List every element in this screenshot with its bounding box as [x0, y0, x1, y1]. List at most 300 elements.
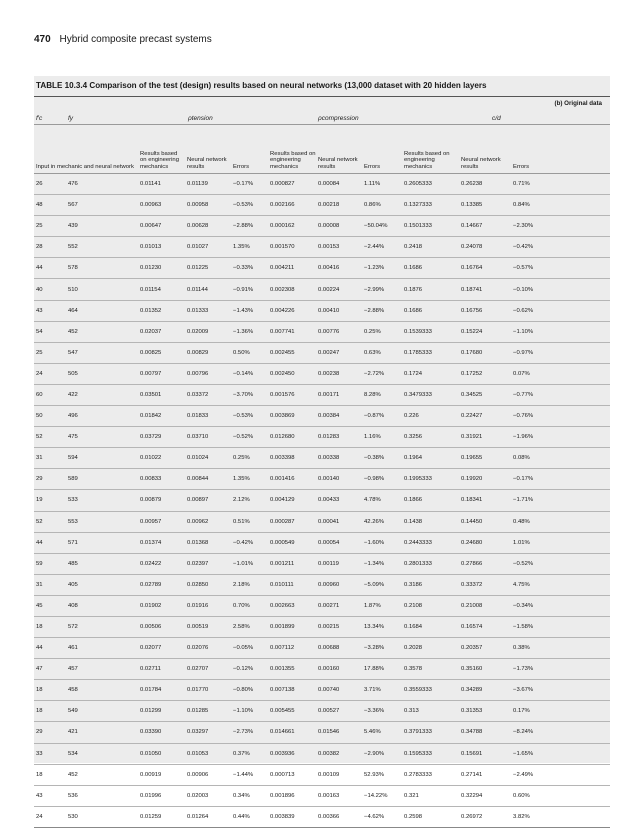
table-cell: 0.005455: [268, 701, 316, 722]
table-cell: −0.53%: [231, 406, 268, 427]
table-cell: −1.58%: [511, 616, 610, 637]
table-cell: −2.99%: [362, 279, 402, 300]
table-cell: 0.00153: [316, 237, 362, 258]
table-cell: 0.00238: [316, 363, 362, 384]
table-cell: 0.00054: [316, 532, 362, 553]
table-cell: 0.17680: [459, 342, 511, 363]
table-cell: 0.01027: [185, 237, 231, 258]
table-cell: 0.02422: [138, 553, 185, 574]
table-cell: −1.34%: [362, 553, 402, 574]
table-cell: −14.22%: [362, 785, 402, 806]
table-cell: 530: [66, 806, 138, 827]
table-cell: 18: [34, 701, 66, 722]
table-cell: 0.01996: [138, 785, 185, 806]
table-cell: −0.14%: [231, 363, 268, 384]
table-cell: 0.3559333: [402, 680, 459, 701]
table-cell: 29: [34, 469, 66, 490]
table-row: [34, 659, 610, 680]
table-cell: 0.00957: [138, 511, 185, 532]
table-cell: 42.26%: [362, 511, 402, 532]
table-cell: 26: [34, 174, 66, 195]
table-cell: 0.01230: [138, 258, 185, 279]
table-cell: 0.00366: [316, 806, 362, 827]
table-cell: 422: [66, 384, 138, 405]
header-results: Results based on engineering mechanics: [402, 125, 459, 174]
table-cell: 18: [34, 764, 66, 785]
table-cell: 0.14450: [459, 511, 511, 532]
table-cell: 13.34%: [362, 616, 402, 637]
header-neural: Neural network results: [316, 125, 362, 174]
table-row: [34, 722, 610, 743]
table-row: [34, 511, 610, 532]
table-cell: 0.19920: [459, 469, 511, 490]
table-row: [34, 195, 610, 216]
table-row: [34, 701, 610, 722]
table-cell: 0.01299: [138, 701, 185, 722]
table-cell: 2.18%: [231, 574, 268, 595]
table-cell: 0.00796: [185, 363, 231, 384]
table-cell: −0.53%: [231, 195, 268, 216]
table-cell: 43: [34, 785, 66, 806]
table-cell: 8.28%: [362, 384, 402, 405]
table-cell: 0.00382: [316, 743, 362, 764]
table-cell: 3.82%: [511, 806, 610, 827]
table-cell: 31: [34, 574, 66, 595]
table-cell: 536: [66, 785, 138, 806]
running-title: Hybrid composite precast systems: [59, 34, 212, 45]
table-cell: 0.000827: [268, 174, 316, 195]
table-cell: 0.01916: [185, 595, 231, 616]
table-cell: 44: [34, 258, 66, 279]
table-cell: 0.25%: [362, 321, 402, 342]
table-cell: 44: [34, 638, 66, 659]
table-cell: −1.01%: [231, 553, 268, 574]
table-cell: 0.00688: [316, 638, 362, 659]
table-cell: 0.000713: [268, 764, 316, 785]
table-cell: −0.57%: [511, 258, 610, 279]
table-cell: 0.00844: [185, 469, 231, 490]
table-cell: 0.00962: [185, 511, 231, 532]
table-cell: 0.27141: [459, 764, 511, 785]
table-cell: 485: [66, 553, 138, 574]
table-cell: −2.44%: [362, 237, 402, 258]
table-cell: 0.17252: [459, 363, 511, 384]
table-cell: −1.73%: [511, 659, 610, 680]
table-cell: 0.02077: [138, 638, 185, 659]
table-cell: 549: [66, 701, 138, 722]
table-cell: 0.19655: [459, 448, 511, 469]
table-cell: −0.80%: [231, 680, 268, 701]
table-cell: 0.00825: [138, 342, 185, 363]
table-cell: 0.007112: [268, 638, 316, 659]
table-cell: 0.00628: [185, 216, 231, 237]
table-row: [34, 448, 610, 469]
table-cell: 0.1438: [402, 511, 459, 532]
table-cell: 0.00384: [316, 406, 362, 427]
table-cell: −0.17%: [231, 174, 268, 195]
table-cell: −0.34%: [511, 595, 610, 616]
table-cell: 0.26238: [459, 174, 511, 195]
table-row: [34, 638, 610, 659]
table-cell: 31: [34, 448, 66, 469]
header-neural: Neural network results: [185, 125, 231, 174]
table-cell: 52.93%: [362, 764, 402, 785]
table-row: [34, 595, 610, 616]
table-cell: 0.1595333: [402, 743, 459, 764]
table-cell: 0.63%: [362, 342, 402, 363]
table-cell: 0.003869: [268, 406, 316, 427]
table-cell: −2.90%: [362, 743, 402, 764]
table-cell: 0.00776: [316, 321, 362, 342]
table-cell: 17.88%: [362, 659, 402, 680]
table-cell: 0.2801333: [402, 553, 459, 574]
table-cell: 0.00041: [316, 511, 362, 532]
table-cell: 0.00963: [138, 195, 185, 216]
table-row: [34, 764, 610, 785]
table-cell: 0.16756: [459, 300, 511, 321]
table-cell: 0.01225: [185, 258, 231, 279]
table-cell: 0.50%: [231, 342, 268, 363]
table-cell: 0.07%: [511, 363, 610, 384]
table-cell: 0.01833: [185, 406, 231, 427]
table-cell: 505: [66, 363, 138, 384]
table-cell: 0.26972: [459, 806, 511, 827]
table-row: [34, 279, 610, 300]
table-cell: 0.2598: [402, 806, 459, 827]
table-cell: 408: [66, 595, 138, 616]
table-cell: 534: [66, 743, 138, 764]
header-results: Results based on engineering mechanics: [138, 125, 185, 174]
table-cell: 0.16574: [459, 616, 511, 637]
table-cell: 0.02789: [138, 574, 185, 595]
table-cell: 1.11%: [362, 174, 402, 195]
table-row: [34, 490, 610, 511]
table-cell: 47: [34, 659, 66, 680]
table-cell: 0.01352: [138, 300, 185, 321]
table-cell: 572: [66, 616, 138, 637]
table-row: [34, 553, 610, 574]
table-cell: 0.1501333: [402, 216, 459, 237]
table-cell: −0.42%: [511, 237, 610, 258]
group-fy: fy: [66, 113, 138, 125]
table-cell: −0.42%: [231, 532, 268, 553]
table-cell: 0.01784: [138, 680, 185, 701]
page-number: 470: [34, 34, 51, 45]
table-row: [34, 237, 610, 258]
table-cell: −1.36%: [231, 321, 268, 342]
table-cell: 458: [66, 680, 138, 701]
table-cell: −0.38%: [362, 448, 402, 469]
table-cell: −0.98%: [362, 469, 402, 490]
table-cell: −0.87%: [362, 406, 402, 427]
table-cell: 0.44%: [231, 806, 268, 827]
table-cell: 0.3186: [402, 574, 459, 595]
table-cell: 0.00919: [138, 764, 185, 785]
table-cell: 28: [34, 237, 66, 258]
table-cell: −2.30%: [511, 216, 610, 237]
group-pcompression: ρcompression: [268, 113, 402, 125]
table-cell: 33: [34, 743, 66, 764]
table-cell: 0.00271: [316, 595, 362, 616]
table-cell: 0.03710: [185, 427, 231, 448]
table-cell: 464: [66, 300, 138, 321]
table-cell: 571: [66, 532, 138, 553]
table-cell: 0.17%: [511, 701, 610, 722]
table-cell: 476: [66, 174, 138, 195]
table-row: [34, 174, 610, 195]
table-cell: 0.002166: [268, 195, 316, 216]
table-cell: 452: [66, 321, 138, 342]
table-row: [34, 258, 610, 279]
table-cell: −1.23%: [362, 258, 402, 279]
table-cell: 553: [66, 511, 138, 532]
table-cell: 0.2605333: [402, 174, 459, 195]
table-cell: 0.01842: [138, 406, 185, 427]
table-cell: 0.00224: [316, 279, 362, 300]
table-cell: 0.1539333: [402, 321, 459, 342]
table-cell: 0.35160: [459, 659, 511, 680]
table-cell: −0.62%: [511, 300, 610, 321]
table-cell: 0.00527: [316, 701, 362, 722]
table-cell: 0.34525: [459, 384, 511, 405]
table-cell: −1.10%: [231, 701, 268, 722]
table-cell: 0.3256: [402, 427, 459, 448]
table-cell: 0.001570: [268, 237, 316, 258]
table-row: [34, 384, 610, 405]
table-cell: 0.37%: [231, 743, 268, 764]
table-cell: −1.71%: [511, 490, 610, 511]
table-cell: 25: [34, 216, 66, 237]
table-cell: 0.1995333: [402, 469, 459, 490]
table-cell: −2.72%: [362, 363, 402, 384]
table-cell: 510: [66, 279, 138, 300]
table-cell: 0.1686: [402, 300, 459, 321]
header-errors: Errors: [362, 125, 402, 174]
table-cell: 0.01139: [185, 174, 231, 195]
table-cell: 0.01053: [185, 743, 231, 764]
table-cell: −0.97%: [511, 342, 610, 363]
table-cell: 0.02397: [185, 553, 231, 574]
table-cell: 0.20357: [459, 638, 511, 659]
table-cell: 1.87%: [362, 595, 402, 616]
table-cell: 0.02850: [185, 574, 231, 595]
table-cell: −50.04%: [362, 216, 402, 237]
table-cell: −1.44%: [231, 764, 268, 785]
table-cell: 0.00906: [185, 764, 231, 785]
table-cell: 552: [66, 237, 138, 258]
table-cell: 2.58%: [231, 616, 268, 637]
table-cell: 0.001416: [268, 469, 316, 490]
table-cell: 0.02037: [138, 321, 185, 342]
table-cell: 18: [34, 680, 66, 701]
table-cell: 0.00171: [316, 384, 362, 405]
table-cell: 0.002308: [268, 279, 316, 300]
table-cell: 40: [34, 279, 66, 300]
table-cell: 0.86%: [362, 195, 402, 216]
table-cell: 589: [66, 469, 138, 490]
table-cell: 0.25%: [231, 448, 268, 469]
table-cell: −0.52%: [511, 553, 610, 574]
table-cell: 0.00247: [316, 342, 362, 363]
table-cell: 0.00897: [185, 490, 231, 511]
table-cell: 0.34%: [231, 785, 268, 806]
table-cell: 0.1964: [402, 448, 459, 469]
table-cell: 0.00506: [138, 616, 185, 637]
table-cell: −2.73%: [231, 722, 268, 743]
table-cell: 0.84%: [511, 195, 610, 216]
table-cell: −2.88%: [362, 300, 402, 321]
table-cell: 24: [34, 806, 66, 827]
table-cell: 0.007741: [268, 321, 316, 342]
table-cell: 0.27866: [459, 553, 511, 574]
table-cell: 0.001355: [268, 659, 316, 680]
table-cell: −0.52%: [231, 427, 268, 448]
table-cell: −1.96%: [511, 427, 610, 448]
table-cell: −1.10%: [511, 321, 610, 342]
table-cell: 0.003839: [268, 806, 316, 827]
group-header-row: [34, 113, 610, 125]
table-cell: 43: [34, 300, 66, 321]
table-cell: 0.00797: [138, 363, 185, 384]
header-input: Input in mechanic and neural network: [34, 125, 138, 174]
table-cell: 0.1724: [402, 363, 459, 384]
table-cell: 54: [34, 321, 66, 342]
table-cell: 0.2443333: [402, 532, 459, 553]
table-cell: 0.71%: [511, 174, 610, 195]
table-row: [34, 616, 610, 637]
table-cell: 0.010111: [268, 574, 316, 595]
table-cell: 0.321: [402, 785, 459, 806]
caption-divider: [34, 96, 610, 97]
table-cell: 0.22427: [459, 406, 511, 427]
header-results: Results based on engineering mechanics: [268, 125, 316, 174]
table-cell: 0.01259: [138, 806, 185, 827]
table-cell: 0.00960: [316, 574, 362, 595]
table-cell: −2.49%: [511, 764, 610, 785]
table-cell: −0.05%: [231, 638, 268, 659]
table-cell: 0.70%: [231, 595, 268, 616]
table-cell: 0.03297: [185, 722, 231, 743]
table-cell: 4.78%: [362, 490, 402, 511]
table-cell: 0.003936: [268, 743, 316, 764]
table-cell: 0.03729: [138, 427, 185, 448]
table-cell: 0.15691: [459, 743, 511, 764]
table-cell: 18: [34, 616, 66, 637]
table-cell: 25: [34, 342, 66, 363]
table-cell: 0.31353: [459, 701, 511, 722]
table-cell: 0.02003: [185, 785, 231, 806]
table-cell: 19: [34, 490, 66, 511]
table-cell: 44: [34, 532, 66, 553]
table-cell: 547: [66, 342, 138, 363]
column-header-row: [34, 125, 610, 174]
table-cell: 0.001576: [268, 384, 316, 405]
table-cell: −0.33%: [231, 258, 268, 279]
table-cell: 48: [34, 195, 66, 216]
table-cell: 0.1785333: [402, 342, 459, 363]
table-cell: 0.001211: [268, 553, 316, 574]
table-cell: −8.24%: [511, 722, 610, 743]
table-cell: 0.004129: [268, 490, 316, 511]
table-caption: TABLE 10.3.4 Comparison of the test (design) results based on neural networks (13,000 dataset with 20 hidden layers: [36, 81, 487, 90]
table-cell: 3.71%: [362, 680, 402, 701]
table-cell: 0.01144: [185, 279, 231, 300]
table-cell: 0.01368: [185, 532, 231, 553]
table-cell: 0.00338: [316, 448, 362, 469]
running-head: [34, 34, 212, 45]
table-cell: 0.01022: [138, 448, 185, 469]
table-cell: 0.21008: [459, 595, 511, 616]
table-cell: 0.00140: [316, 469, 362, 490]
table-cell: 0.01770: [185, 680, 231, 701]
table-row: [34, 532, 610, 553]
table-cell: 0.00958: [185, 195, 231, 216]
table-cell: 457: [66, 659, 138, 680]
table-cell: 0.02076: [185, 638, 231, 659]
table-cell: 0.16764: [459, 258, 511, 279]
table-cell: −0.17%: [511, 469, 610, 490]
table-cell: 0.002450: [268, 363, 316, 384]
table-cell: 0.00879: [138, 490, 185, 511]
table-cell: 0.03372: [185, 384, 231, 405]
table-cell: 0.01285: [185, 701, 231, 722]
table-cell: 405: [66, 574, 138, 595]
table-cell: 0.002663: [268, 595, 316, 616]
table-row: [34, 216, 610, 237]
table-cell: 0.01546: [316, 722, 362, 743]
table-row: [34, 363, 610, 384]
table-cell: 0.00084: [316, 174, 362, 195]
table-cell: −3.70%: [231, 384, 268, 405]
table-cell: 1.16%: [362, 427, 402, 448]
table-cell: 59: [34, 553, 66, 574]
table-cell: 0.00119: [316, 553, 362, 574]
table-cell: 0.1684: [402, 616, 459, 637]
table-cell: −1.60%: [362, 532, 402, 553]
table-cell: −3.67%: [511, 680, 610, 701]
table-cell: 0.02009: [185, 321, 231, 342]
table-cell: 0.03501: [138, 384, 185, 405]
table-cell: 60: [34, 384, 66, 405]
table-cell: 0.001896: [268, 785, 316, 806]
table-cell: 0.31921: [459, 427, 511, 448]
table-cell: 0.00109: [316, 764, 362, 785]
table-cell: 0.00519: [185, 616, 231, 637]
table-cell: 0.00833: [138, 469, 185, 490]
table-cell: 0.1876: [402, 279, 459, 300]
table-cell: 0.01374: [138, 532, 185, 553]
table-cell: 0.14667: [459, 216, 511, 237]
table-cell: 0.3578: [402, 659, 459, 680]
table-cell: −0.10%: [511, 279, 610, 300]
table-cell: 475: [66, 427, 138, 448]
table-cell: 1.01%: [511, 532, 610, 553]
table-cell: 0.00740: [316, 680, 362, 701]
table-row: [34, 300, 610, 321]
group-cd: c/d: [402, 113, 610, 125]
table-cell: 0.00410: [316, 300, 362, 321]
header-errors: Errors: [231, 125, 268, 174]
table-cell: 0.00160: [316, 659, 362, 680]
table-cell: 0.00163: [316, 785, 362, 806]
table-cell: 0.00433: [316, 490, 362, 511]
table-cell: −4.62%: [362, 806, 402, 827]
table-cell: 0.24078: [459, 237, 511, 258]
group-fc: f′c: [34, 113, 66, 125]
table-cell: 0.1327333: [402, 195, 459, 216]
table-row: [34, 680, 610, 701]
table-subtitle: (b) Original data: [554, 100, 602, 107]
